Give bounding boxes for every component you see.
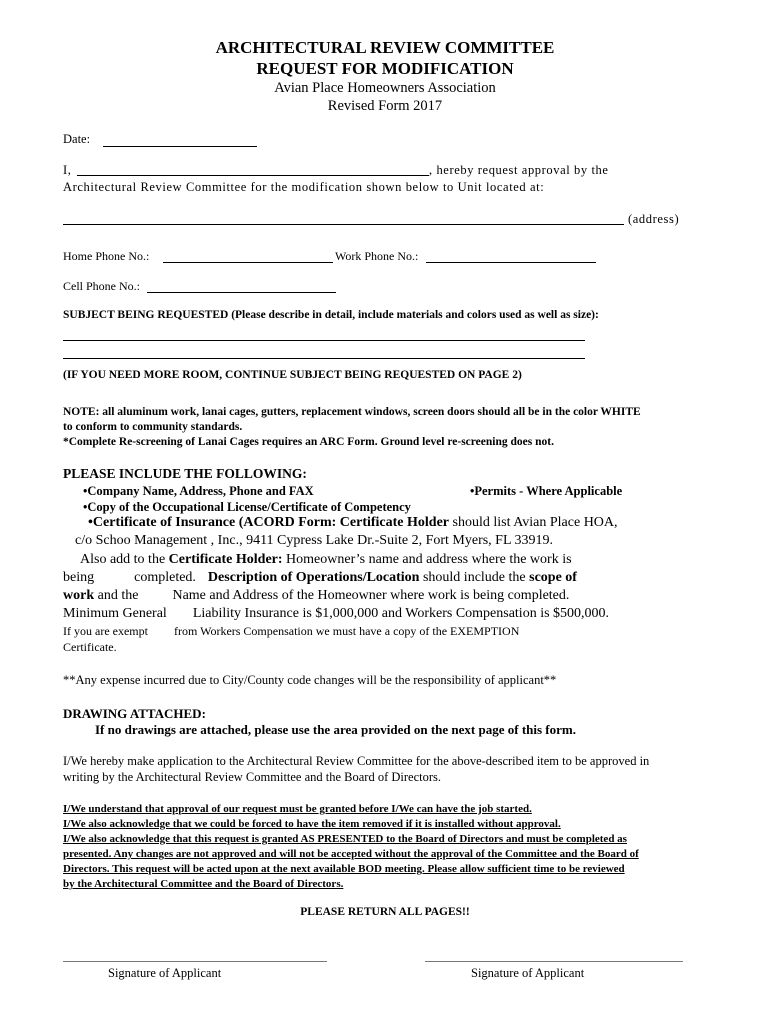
- cell-phone-label: Cell Phone No.:: [63, 279, 140, 293]
- include-item-company: •Company Name, Address, Phone and FAX: [83, 484, 314, 498]
- acknowledge-line-2: I/We also acknowledge that we could be forced to have the item removed if it is installed without approval.: [63, 818, 561, 830]
- form-title: ARCHITECTURAL REVIEW COMMITTEE: [215, 38, 555, 57]
- applicant-name-field[interactable]: [77, 175, 429, 176]
- include-item-permits: •Permits - Where Applicable: [470, 484, 623, 498]
- address-field[interactable]: [63, 224, 624, 225]
- include-item-license: •Copy of the Occupational License/Certificate of Competency: [83, 500, 411, 514]
- insurance-holder-line: Also add to the Certificate Holder: Homeowner’s name and address where the work is: [80, 552, 572, 567]
- association-name: Avian Place Homeowners Association: [274, 80, 496, 96]
- applicant-statement: Architectural Review Committee for the modification shown below to Unit located at:: [63, 180, 545, 194]
- signature-label-left: Signature of Applicant: [108, 966, 222, 980]
- revised-form: Revised Form 2017: [327, 98, 443, 114]
- return-note: PLEASE RETURN ALL PAGES!!: [300, 906, 470, 918]
- subject-heading: SUBJECT BEING REQUESTED (Please describe in detail, include materials and colors used as well as size):: [63, 309, 599, 321]
- application-line-1: I/We hereby make application to the Architectural Review Committee for the above-described item to be approved in: [63, 754, 650, 768]
- date-field[interactable]: [103, 146, 257, 147]
- insurance-minimum-line: Minimum General Liability Insurance is $1,000,000 and Workers Compensation is $500,000.: [63, 606, 610, 621]
- note-line-3: *Complete Re-screening of Lanai Cages requires an ARC Form. Ground level re-screening does not.: [63, 436, 554, 448]
- work-phone-field[interactable]: [426, 262, 596, 263]
- date-label: Date:: [63, 132, 91, 146]
- insurance-address: c/o Schoo Management , Inc., 9411 Cypress Lake Dr.-Suite 2, Fort Myers, FL 33919.: [75, 533, 554, 548]
- subject-line-1[interactable]: [63, 340, 585, 341]
- insurance-operations-line: being completed. Description of Operations/Location should include the scope of: [63, 570, 577, 585]
- exemption-certificate: Certificate.: [63, 640, 117, 654]
- cell-phone-field[interactable]: [147, 292, 336, 293]
- acknowledge-line-5: Directors. This request will be acted upon at the next available BOD meeting. Please allow sufficient time to be reviewed: [63, 863, 625, 875]
- address-label: (address): [628, 212, 680, 226]
- drawing-heading: DRAWING ATTACHED:: [63, 706, 206, 721]
- continue-note: (IF YOU NEED MORE ROOM, CONTINUE SUBJECT BEING REQUESTED ON PAGE 2): [63, 369, 522, 381]
- applicant-prefix: I,: [63, 163, 72, 177]
- acknowledge-line-3: I/We also acknowledge that this request is granted AS PRESENTED to the Board of Directors and must be completed as: [63, 833, 627, 845]
- application-line-2: writing by the Architectural Review Committee and the Board of Directors.: [63, 770, 442, 784]
- subject-line-2[interactable]: [63, 358, 585, 359]
- acknowledge-line-4: presented. Any changes are not approved and will not be accepted without the approval of the Committee and the Board of: [63, 848, 639, 860]
- acknowledge-line-1: I/We understand that approval of our request must be granted before I/We can have the job started.: [63, 803, 532, 815]
- work-phone-label: Work Phone No.:: [335, 249, 419, 263]
- signature-line-right[interactable]: [425, 961, 683, 962]
- note-line-2: to conform to community standards.: [63, 421, 243, 433]
- expense-note: **Any expense incurred due to City/County code changes will be the responsibility of applicant**: [63, 673, 557, 687]
- acknowledge-line-6: by the Architectural Committee and the Board of Directors.: [63, 878, 344, 890]
- signature-line-left[interactable]: [63, 961, 327, 962]
- home-phone-field[interactable]: [163, 262, 333, 263]
- insurance-scope-line: work and the Name and Address of the Homeowner where work is being completed.: [63, 588, 570, 603]
- applicant-suffix: , hereby request approval by the: [429, 163, 609, 177]
- drawing-text: If no drawings are attached, please use the area provided on the next page of this form.: [95, 722, 576, 737]
- include-item-insurance: •Certificate of Insurance (ACORD Form: Certificate Holder should list Avian Place HOA,: [88, 515, 618, 530]
- form-subtitle: REQUEST FOR MODIFICATION: [256, 59, 514, 78]
- home-phone-label: Home Phone No.:: [63, 249, 150, 263]
- include-heading: PLEASE INCLUDE THE FOLLOWING:: [63, 466, 307, 481]
- note-line-1: NOTE: all aluminum work, lanai cages, gutters, replacement windows, screen doors should all be in the color WHITE: [63, 406, 641, 418]
- exemption-line: If you are exempt from Workers Compensation we must have a copy of the EXEMPTION: [63, 624, 520, 638]
- signature-label-right: Signature of Applicant: [471, 966, 585, 980]
